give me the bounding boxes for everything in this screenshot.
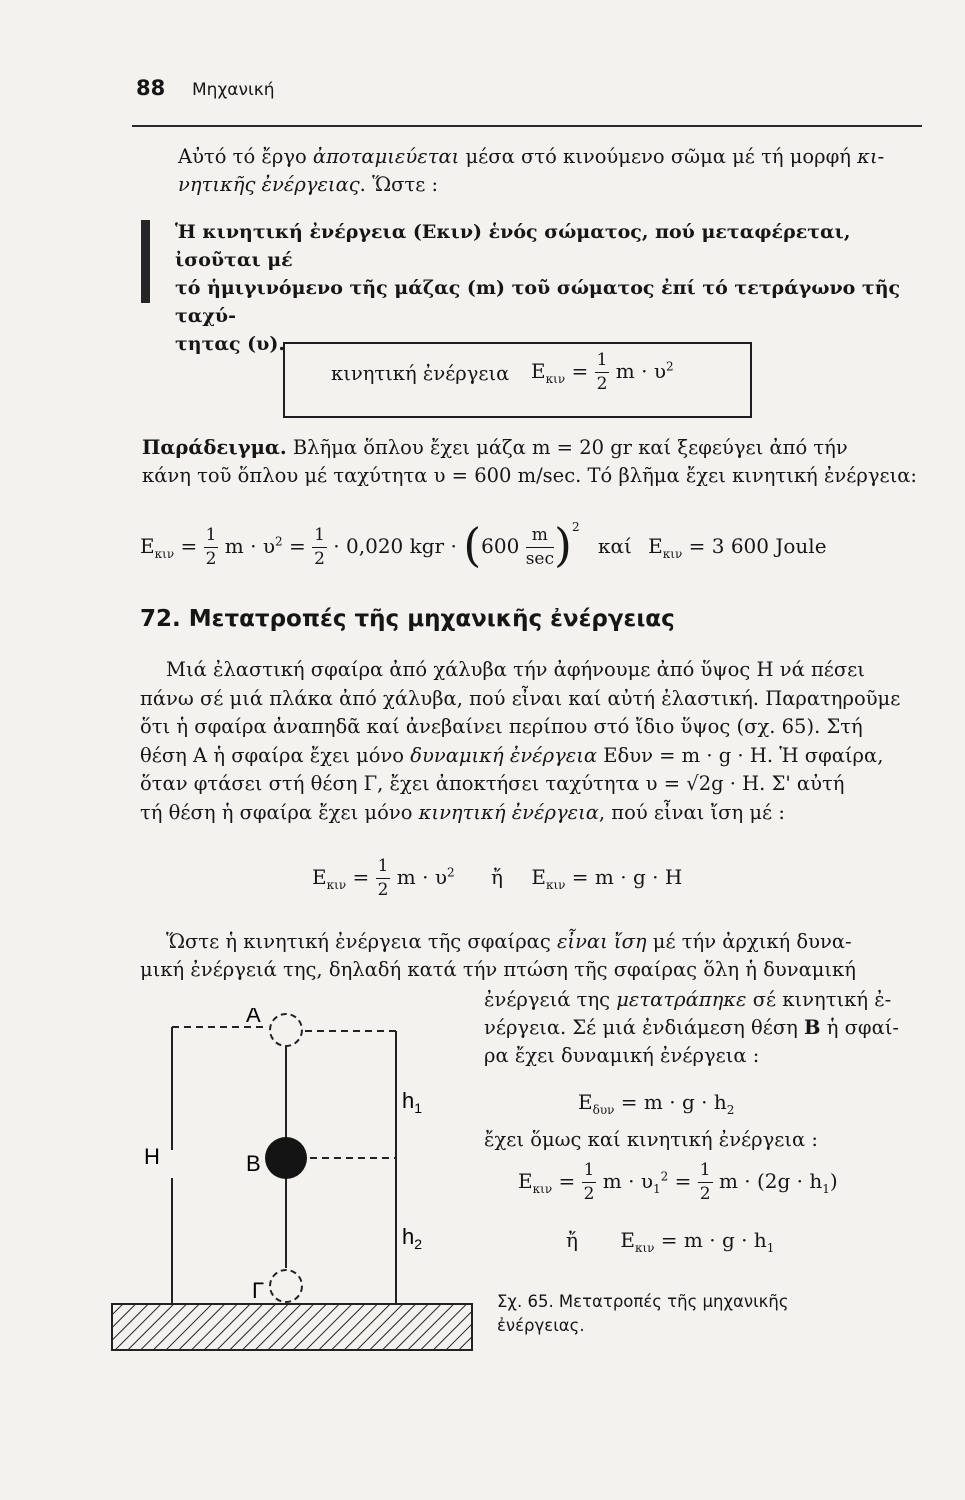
eq-subscript: 1 bbox=[822, 1182, 830, 1196]
fraction-one-half bbox=[698, 1162, 713, 1203]
body-line: , πού εἶναι ἴση μέ : bbox=[598, 800, 785, 824]
intro-italic: κι- bbox=[857, 145, 885, 168]
fraction-numerator: 1 bbox=[595, 352, 610, 373]
kinetic-energy-formula-box bbox=[283, 342, 752, 418]
body-line: Μιά ἐλαστική σφαίρα ἀπό χάλυβα τήν ἀφήνουμε ἀπό ὕψος Η νά πέσει bbox=[166, 658, 865, 681]
equation-dynamic-intermediate bbox=[578, 1090, 734, 1117]
ball-position-A bbox=[270, 1014, 302, 1046]
side-text-2 bbox=[484, 1126, 934, 1154]
eq-term: = m · g · h bbox=[614, 1090, 727, 1114]
eq-or: ἤ bbox=[490, 865, 503, 889]
example-paragraph bbox=[142, 434, 942, 490]
eq-symbol: E bbox=[578, 1090, 593, 1114]
fraction-numerator: m bbox=[526, 527, 554, 548]
fraction-one-half bbox=[582, 1162, 597, 1203]
calc-equals: = bbox=[288, 534, 306, 558]
figure-65-ball-drop bbox=[100, 1008, 490, 1368]
running-title: Μηχανική bbox=[192, 80, 275, 100]
side-line: ἐνέργειά της bbox=[484, 988, 617, 1011]
side-line: νέργεια. Σέ μιά ἐνδιάμεση θέση bbox=[484, 1016, 805, 1039]
steel-plate bbox=[112, 1304, 472, 1350]
rule-statement bbox=[175, 218, 935, 358]
formula-superscript: 2 bbox=[665, 359, 674, 374]
label-H: H bbox=[144, 1144, 160, 1169]
formula-equals: = bbox=[565, 359, 595, 383]
side-bold: B bbox=[804, 1016, 821, 1039]
conclusion-text: Ὥστε ἡ κινητική ἐνέργεια τῆς σφαίρας bbox=[166, 930, 557, 953]
eq-subscript: κιν bbox=[545, 878, 566, 892]
eq-subscript: 1 bbox=[766, 1241, 775, 1255]
conclusion-italic: εἶναι ἴση bbox=[556, 930, 647, 953]
calc-term: · 0,020 kgr · bbox=[333, 534, 457, 558]
example-text: Βλῆμα ὅπλου ἔχει μάζα m = 20 gr καί ξεφεύγει ἀπό τήν bbox=[286, 436, 848, 459]
eq-term: m · υ bbox=[396, 865, 447, 889]
fraction-one-half bbox=[595, 352, 610, 393]
eq-term: m · (2g · h bbox=[718, 1169, 823, 1193]
fraction-numerator: 1 bbox=[204, 527, 219, 548]
section-title bbox=[140, 606, 675, 632]
eq-subscript: κιν bbox=[634, 1241, 655, 1255]
page-header bbox=[132, 74, 922, 130]
rule-line: τό ἡμιγινόμενο τῆς μάζας (m) τοῦ σώματος ἐπί τό τετράγωνο τῆς ταχύ- bbox=[175, 277, 901, 327]
eq-subscript: κιν bbox=[532, 1182, 553, 1196]
eq-superscript: 2 bbox=[446, 865, 455, 880]
fraction-m-per-sec bbox=[526, 527, 554, 568]
eq-subscript: 1 bbox=[652, 1182, 661, 1196]
fraction-numerator: 1 bbox=[582, 1162, 597, 1183]
eq-symbol: E bbox=[518, 1169, 533, 1193]
side-italic: μετατράπηκε bbox=[616, 988, 747, 1011]
eq-equals: = bbox=[674, 1169, 692, 1193]
rule-line: Ἡ κινητική ἐνέργεια (Eκιν) ἑνός σώματος, πού μεταφέρεται, ἰσοῦται μέ bbox=[175, 221, 851, 271]
fraction-denominator: 2 bbox=[314, 549, 325, 569]
calc-term: m · υ bbox=[224, 534, 275, 558]
eq-or: ἤ bbox=[566, 1228, 578, 1252]
header-rule bbox=[132, 125, 922, 127]
eq-symbol: E bbox=[620, 1228, 635, 1252]
calc-lhs: E bbox=[140, 534, 155, 558]
example-text: κάνη τοῦ ὅπλου μέ ταχύτητα υ = 600 m/sec. Τό βλῆμα ἔχει κινητική ἐνέργεια: bbox=[142, 464, 917, 487]
side-line: ρα ἔχει δυναμική ἐνέργεια : bbox=[484, 1044, 760, 1067]
calc-superscript: 2 bbox=[274, 534, 283, 549]
eq-equals: = bbox=[352, 865, 370, 889]
section-number: 72. bbox=[140, 606, 181, 632]
body-italic: κινητική ἐνέργεια bbox=[418, 800, 599, 824]
example-label: Παράδειγμα. bbox=[142, 436, 287, 459]
eq-subscript: κιν bbox=[326, 878, 347, 892]
body-paragraph bbox=[140, 656, 930, 827]
eq-symbol: E bbox=[312, 865, 327, 889]
rule-marker-bar bbox=[141, 220, 150, 303]
eq-subscript: 2 bbox=[726, 1103, 735, 1117]
formula-subscript: κιν bbox=[545, 372, 566, 386]
equation-kinetic-intermediate-2 bbox=[566, 1228, 774, 1255]
body-line: πάνω σέ μιά πλάκα ἀπό χάλυβα, πού εἶναι καί αὐτή ἐλαστική. Παρατηροῦμε bbox=[140, 686, 901, 710]
fraction-numerator: 1 bbox=[312, 527, 327, 548]
eq-equals: = bbox=[558, 1169, 576, 1193]
fraction-denominator: 2 bbox=[596, 374, 608, 394]
formula-label: κινητική ἐνέργεια bbox=[331, 362, 510, 385]
eq-term: = m · g · h bbox=[654, 1228, 767, 1252]
fraction-denominator: 2 bbox=[205, 549, 217, 569]
eq-subscript: δυν bbox=[592, 1103, 615, 1117]
label-B: Β bbox=[246, 1151, 261, 1176]
fraction-denominator: 2 bbox=[699, 1184, 711, 1204]
body-line: ὅτι ἡ σφαίρα ἀναπηδᾶ καί ἀνεβαίνει περίπου στό ἴδιο ὕψος (σχ. 65). Στή bbox=[140, 715, 863, 738]
eq-term: m · υ bbox=[602, 1169, 653, 1193]
calc-term: 600 bbox=[481, 534, 520, 558]
fraction-denominator: sec bbox=[525, 549, 554, 569]
fraction-one-half bbox=[312, 527, 327, 568]
side-line: ἔχει ὅμως καί κινητική ἐνέργεια : bbox=[484, 1128, 818, 1151]
calc-and: καί bbox=[597, 534, 632, 558]
fraction-numerator: 1 bbox=[698, 1162, 713, 1183]
body-italic: δυναμική ἐνέργεια bbox=[410, 743, 598, 767]
ball-position-G bbox=[270, 1270, 302, 1302]
side-line: ἡ σφαί- bbox=[820, 1016, 899, 1039]
calc-lhs: E bbox=[648, 534, 663, 558]
eq-term: = m · g · H bbox=[565, 865, 683, 889]
intro-paragraph bbox=[178, 143, 928, 199]
formula-symbol: E bbox=[531, 359, 546, 383]
body-line: Eδυν = m · g · H. Ἡ σφαίρα, bbox=[597, 743, 884, 767]
calc-subscript: κιν bbox=[154, 547, 175, 561]
example-calculation bbox=[140, 510, 827, 574]
open-paren: ( bbox=[463, 518, 482, 572]
label-h2: $h_2$ bbox=[402, 1224, 423, 1252]
intro-italic: νητικῆς ἐνέργειας bbox=[178, 173, 360, 196]
calc-equals: = bbox=[180, 534, 198, 558]
fraction-one-half bbox=[376, 858, 391, 899]
rule-line: τητας (υ). bbox=[175, 333, 285, 355]
conclusion-text: μική ἐνέργειά της, δηλαδή κατά τήν πτώση τῆς σφαίρας ὅλη ἡ δυναμική bbox=[140, 958, 856, 981]
calc-superscript: 2 bbox=[571, 520, 580, 535]
label-h1: $h_1$ bbox=[402, 1088, 423, 1116]
eq-superscript: 2 bbox=[660, 1169, 669, 1184]
body-line: τή θέση ἡ σφαίρα ἔχει μόνο bbox=[140, 800, 419, 824]
conclusion-text: μέ τήν ἀρχική δυνα- bbox=[646, 930, 852, 953]
page-number: 88 bbox=[136, 76, 166, 100]
formula bbox=[531, 352, 674, 393]
equation-kinetic-intermediate bbox=[518, 1162, 838, 1203]
side-line: σέ κινητική ἐ- bbox=[746, 988, 892, 1011]
close-paren: ) bbox=[554, 518, 572, 572]
fraction-one-half bbox=[204, 527, 219, 568]
eq-term: ) bbox=[829, 1169, 838, 1193]
calc-result: = 3 600 Joule bbox=[682, 534, 827, 558]
calc-subscript: κιν bbox=[662, 547, 683, 561]
equation-kinetic-total bbox=[312, 858, 682, 899]
fraction-numerator: 1 bbox=[376, 858, 391, 879]
intro-text: Αὐτό τό ἔργο bbox=[178, 145, 313, 168]
label-G: Γ bbox=[252, 1278, 265, 1303]
fraction-denominator: 2 bbox=[377, 880, 389, 900]
ball-position-B bbox=[265, 1137, 307, 1179]
conclusion-paragraph bbox=[140, 928, 930, 984]
intro-italic: ἀποταμιεύεται bbox=[312, 145, 460, 168]
intro-text: μέσα στό κινούμενο σῶμα μέ τή μορφή bbox=[459, 145, 858, 168]
formula-rhs: m · υ bbox=[609, 359, 666, 383]
body-line: θέση Α ἡ σφαίρα ἔχει μόνο bbox=[140, 743, 411, 767]
section-title-text: Μετατροπές τῆς μηχανικῆς ἐνέργειας bbox=[188, 606, 675, 632]
eq-symbol: E bbox=[531, 865, 546, 889]
label-A: Α bbox=[246, 1008, 261, 1027]
intro-text: . Ὥστε : bbox=[359, 173, 439, 196]
figure-caption: Σχ. 65. Μετατροπές τῆς μηχανικῆς ἐνέργειας. bbox=[497, 1292, 789, 1335]
body-line: ὅταν φτάσει στή θέση Γ, ἔχει ἀποκτήσει ταχύτητα υ = √2g · H. Σ' αὐτή bbox=[140, 772, 845, 795]
fraction-denominator: 2 bbox=[583, 1184, 595, 1204]
side-text bbox=[484, 986, 934, 1070]
